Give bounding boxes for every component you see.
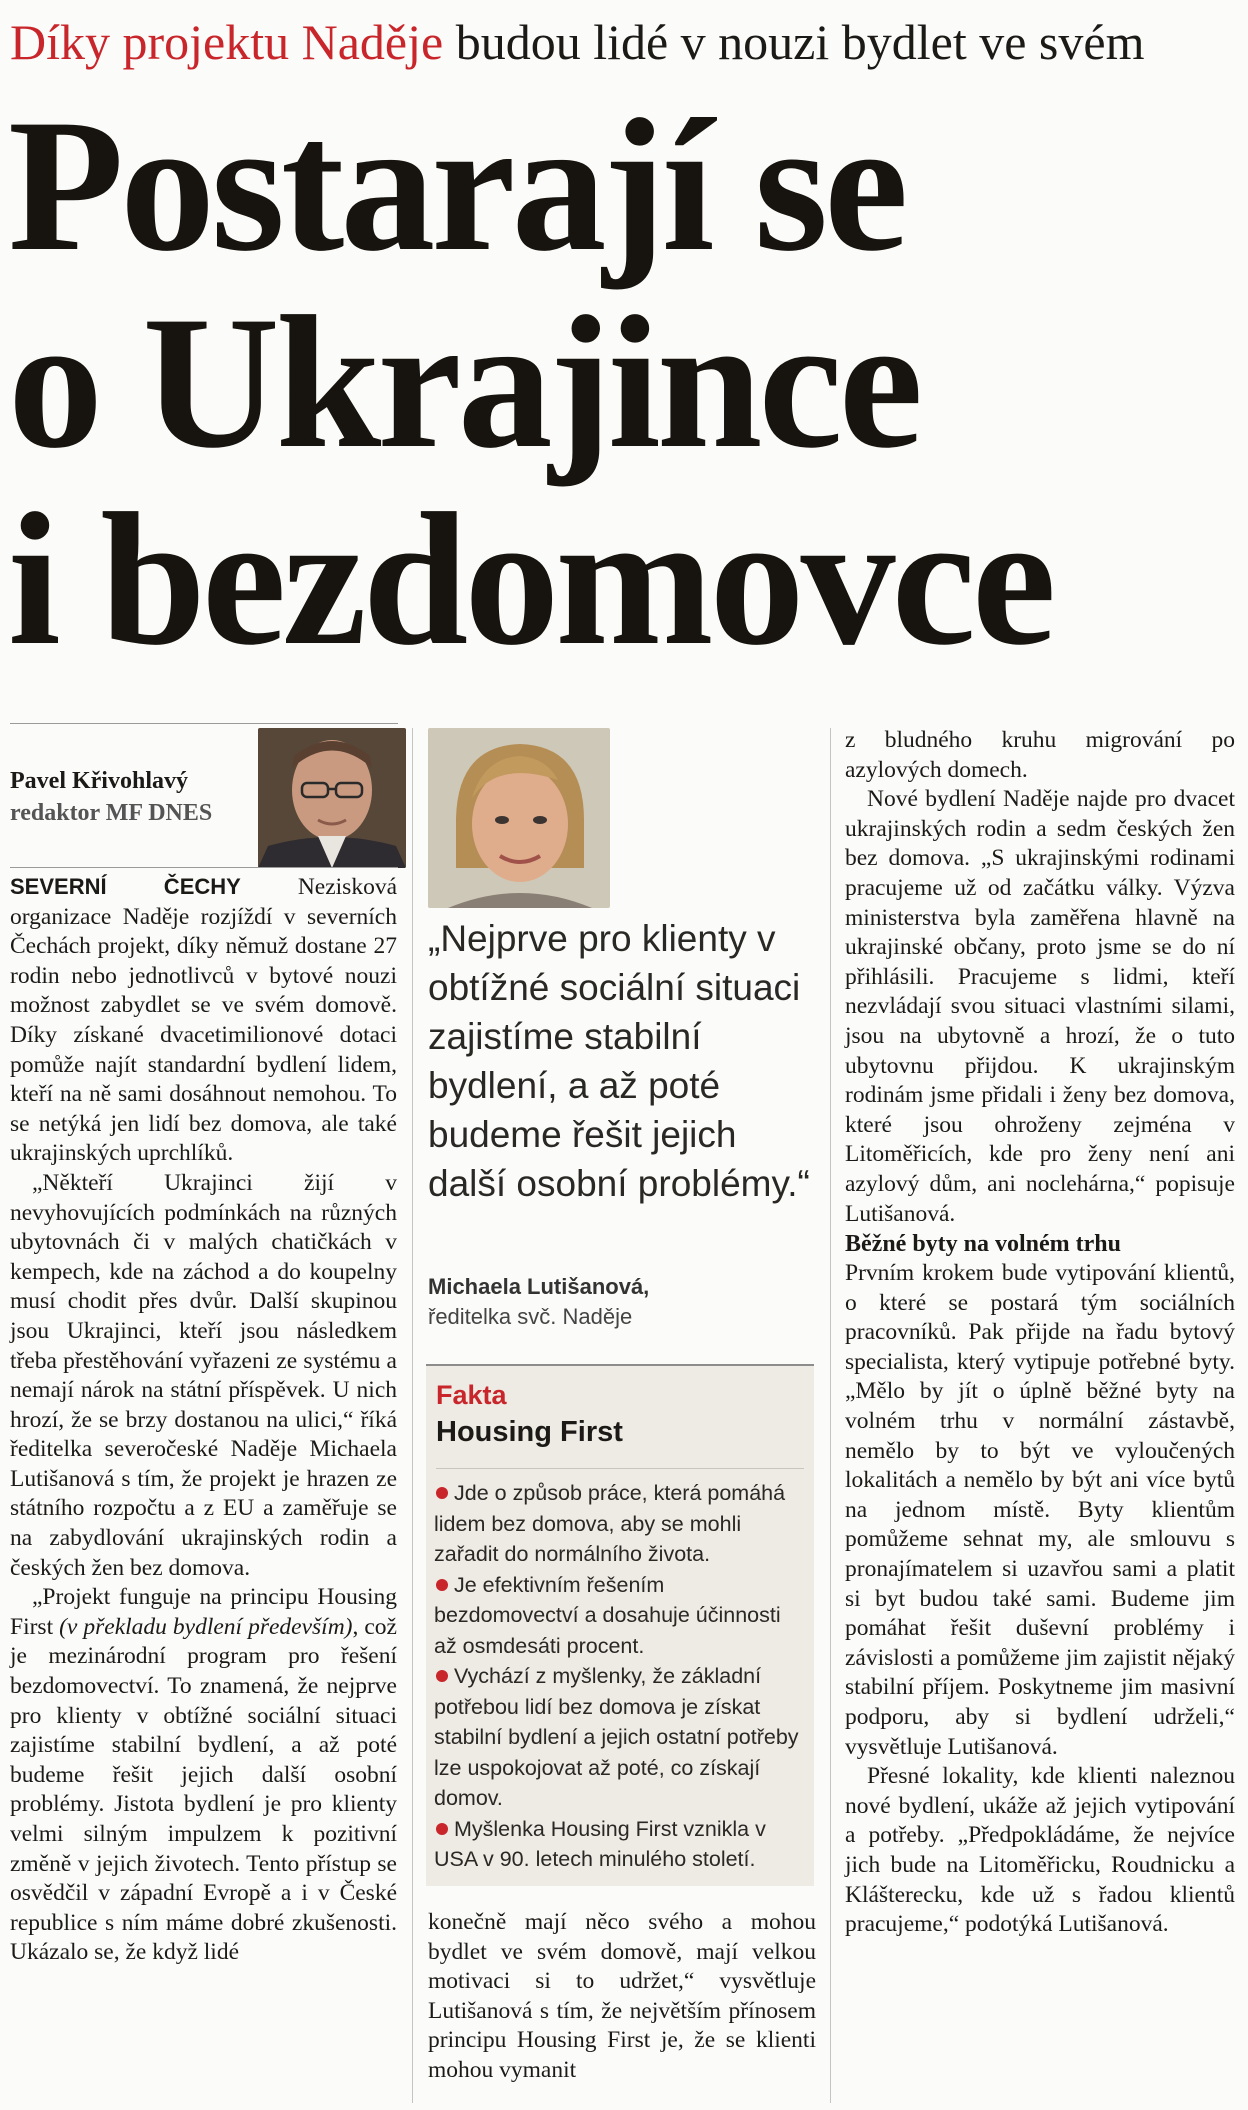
bullet-icon: [436, 1579, 448, 1591]
paragraph-italic: (v překladu bydlení především): [59, 1613, 353, 1640]
bullet-icon: [436, 1487, 448, 1499]
byline-role: redaktor MF DNES: [10, 800, 213, 826]
section-subheading: Běžné byty na volném trhu: [845, 1231, 1121, 1258]
byline-top-rule: [10, 723, 398, 724]
byline-bottom-rule: [10, 867, 398, 868]
fakta-label: Fakta: [436, 1380, 507, 1410]
kicker-red: Díky projektu Naděje: [10, 14, 444, 70]
column-2-continuation: [428, 1908, 816, 2086]
fakta-title: Housing First: [436, 1416, 623, 1448]
headline-line-1: Postarají se: [8, 81, 905, 291]
author-photo: [258, 728, 406, 868]
pull-quote: „Nejprve pro klienty v obtížné sociální situaci zajistíme stabilní bydlení, a až poté budeme řešit jejich další osobní problémy.“: [428, 918, 810, 1204]
column-divider: [830, 728, 831, 2103]
kicker-black: budou lidé v nouzi bydlet ve svém: [455, 14, 1145, 70]
paragraph: Nové bydlení Naděje najde pro dvacet ukrajinských rodin a sedm českých žen bez domova. „S ukrajinskými rodinami pracujeme už od začátku války. Výzva ministerstva byla zaměřena hlavně na ukrajinské občany, proto jsme se do ní přihlásili. Pracujeme s lidmi, kteří nezvládají svou situaci vlastními silami, jsou na ubytovně a hrozí, že o tuto ubytovnu přijdou. K ukrajinským rodinám jsme přidali i ženy bez domova, které jsou ohroženy zejména v Litoměřicích, kde pro ženy není ani azylový dům, ani noclehárna,“ popisuje Lutišanová.: [845, 786, 1235, 1227]
bullet-icon: [436, 1823, 448, 1835]
fakta-item-text: Je efektivním řešením bezdomovectví a dosahuje účinnosti až osmdesáti procent.: [434, 1572, 781, 1658]
fakta-item-text: Myšlenka Housing First vznikla v USA v 90. letech minulého století.: [434, 1816, 766, 1871]
dateline-location: SEVERNÍ ČECHY: [10, 874, 241, 899]
fakta-item: [434, 1814, 806, 1875]
fakta-box: [426, 1364, 814, 1886]
paragraph: Přesné lokality, kde klienti naleznou nové bydlení, ukáže až jejich vytipování a potřeby. „Předpokládáme, že nejvíce jich bude na Litoměřicku, Roudnicku a Klášterecku, kde už s řadou klientů pracujeme,“ podotýká Lutišanová.: [845, 1763, 1235, 1938]
paragraph: [10, 872, 397, 1169]
headline: [8, 81, 1238, 685]
paragraph-text: Nezisková organizace Naděje rozjíždí v severních Čechách projekt, díky němuž dostane 27 rodin nebo jednotlivců v bytové nouzi možnost zabydlet se ve svém domově. Díky získané dvacetimilionové dotaci pomůže najít standardní bydlení lidem, kteří na ně sami dosáhnout nemohou. To se netýká jen lidí bez domova, ale také ukrajinských uprchlíků.: [10, 874, 397, 1167]
paragraph: Prvním krokem bude vytipování klientů, o které se postará tým sociálních pracovníků. Pak přijde na řadu bytový specialista, který vytipuje potřebné byty. „Mělo by jít o úplně běžné byty na volném trhu v normální zástavbě, nemělo by to být ve vyloučených lokalitách a nemělo by být ani více bytů na jednom místě. Byty klientům pomůžeme sehnat my, ale smlouvu s pronajímatelem si uzavřou sami a platit si byt budou také sami. Budeme jim pomáhat řešit duševní problémy i závislosti a pomůžeme jim zajistit nějaký stabilní příjem. Poskytneme jim masivní podporu, aby si bydlení udrželi,“ vysvětluje Lutišanová.: [845, 1260, 1235, 1760]
paragraph-text: „Projekt funguje na principu Housing First: [10, 1584, 397, 1640]
kicker: [10, 10, 1240, 74]
paragraph: konečně mají něco svého a mohou bydlet ve svém domově, mají velkou motivaci si to udržet,“ vysvětluje Lutišanová s tím, že největším přínosem principu Housing First je, že se klienti mohou vymanit: [428, 1909, 816, 2083]
quote-attribution-name: Michaela Lutišanová,: [428, 1274, 650, 1299]
fakta-item: [434, 1478, 806, 1570]
column-divider: [412, 728, 413, 2103]
byline-name: Pavel Křivohlavý: [10, 768, 188, 794]
paragraph: z bludného kruhu migrování po azylových domech.: [845, 727, 1235, 783]
headline-line-2: o Ukrajince: [8, 278, 920, 488]
fakta-item: [434, 1661, 806, 1814]
column-1: [10, 872, 397, 1968]
fakta-item: [434, 1570, 806, 1662]
paragraph: [10, 1583, 397, 1968]
paragraph: „Někteří Ukrajinci žijí v nevyhovujících podmínkách na různých ubytovnách či v malých chatičkách v kempech, kde na záchod a do koupelny musí chodit přes dvůr. Další skupinou jsou Ukrajinci, kteří jsou následkem třeba přestěhování vyřazeni ze systému a nemají nárok na státní příspěvek. U nich hrozí, že se brzy dostanou na ulici,“ říká ředitelka severočeské Naděje Michaela Lutišanová s tím, že projekt je hrazen ze státního rozpočtu a z EU a zaměřuje se na zabydlování ukrajinských rodin a českých žen bez domova.: [10, 1169, 397, 1581]
bullet-icon: [436, 1670, 448, 1682]
fakta-item-text: Vychází z myšlenky, že základní potřebou lidí bez domova je získat stabilní bydlení a jejich ostatní potřeby lze uspokojovat až poté, co získají domov.: [434, 1664, 799, 1810]
quote-attribution-role: ředitelka svč. Naděje: [428, 1304, 633, 1329]
fakta-list: [434, 1478, 806, 1875]
column-3: [845, 726, 1235, 1940]
headline-line-3: i bezdomovce: [8, 475, 1053, 685]
byline: [10, 728, 398, 868]
fakta-divider: [436, 1468, 804, 1469]
fakta-item-text: Jde o způsob práce, která pomáhá lidem bez domova, aby se mohli zařadit do normálního života.: [434, 1481, 786, 1566]
paragraph-text: , což je mezinárodní program pro řešení bezdomovectví. To znamená, že nejprve pro klienty v obtížné sociální situaci zajistíme stabilní bydlení, a až poté budeme řešit jejich další osobní problémy. Jistota bydlení je pro klienty velmi silným impulzem k pozitivní změně v jejich životech. Tento přístup se osvědčil v západní Evropě a i v České republice s ním máme dobré zkušenosti. Ukázalo se, že když lidé: [10, 1613, 397, 1966]
quote-photo: [428, 728, 610, 908]
